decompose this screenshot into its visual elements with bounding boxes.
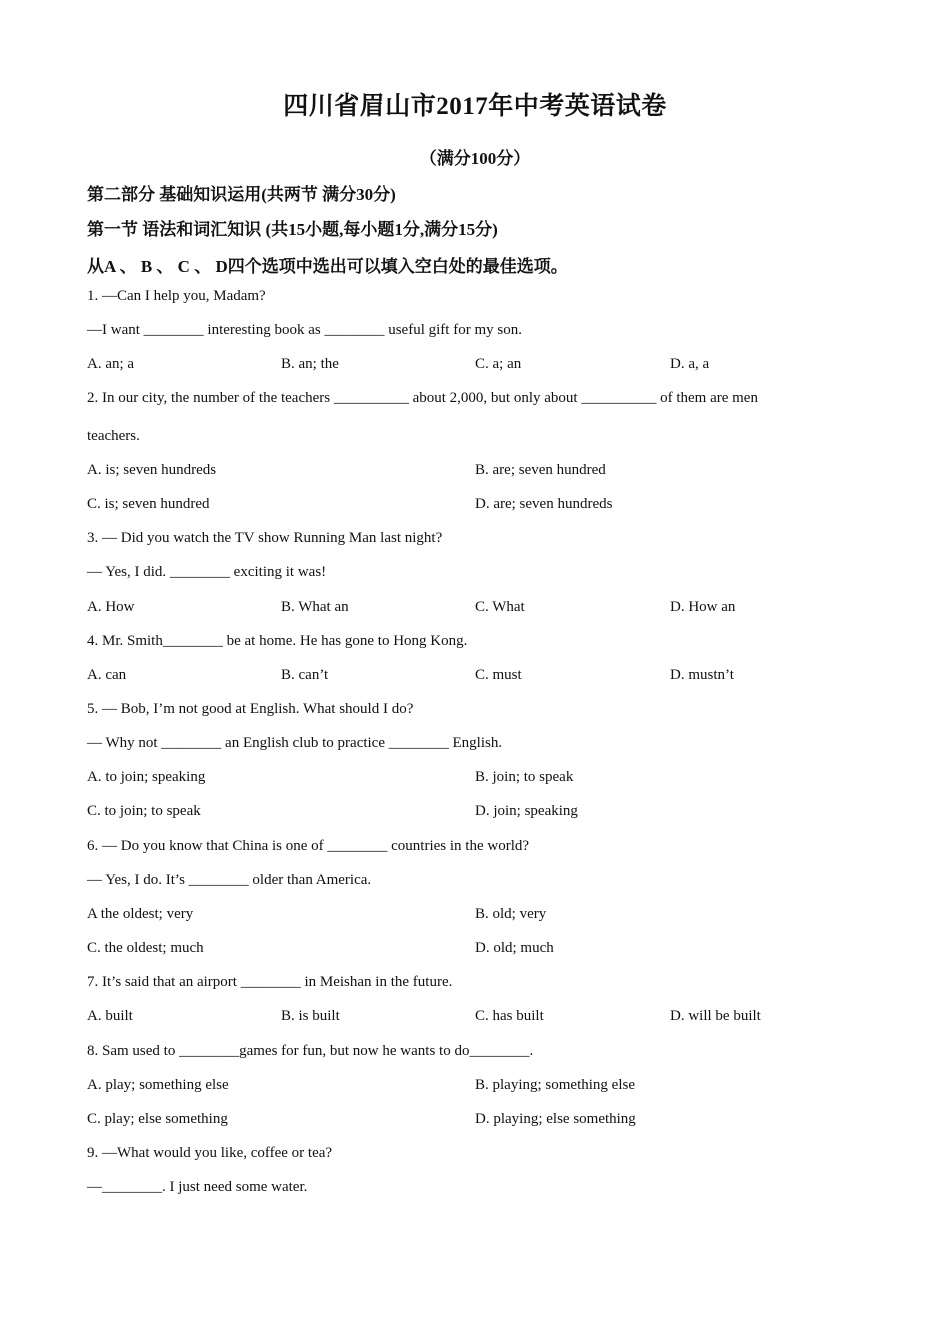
part-heading: 第二部分 基础知识运用(共两节 满分30分) xyxy=(87,185,396,204)
q1-option-d: D. a, a xyxy=(670,356,710,372)
q3-option-b: B. What an xyxy=(281,599,349,615)
q7-option-d: D. will be built xyxy=(670,1008,761,1024)
question-6-response: — Yes, I do. It’s ________ older than America. xyxy=(87,872,372,888)
section-heading: 第一节 语法和词汇知识 (共15小题,每小题1分,满分15分) xyxy=(87,220,498,239)
q5-option-b: B. join; to speak xyxy=(475,769,574,785)
q8-option-a: A. play; something else xyxy=(87,1077,229,1093)
question-3-response: — Yes, I did. ________ exciting it was! xyxy=(87,564,327,580)
question-2-stem: 2. In our city, the number of the teachers __________ about 2,000, but only about __________ of them are men xyxy=(87,390,758,406)
q6-option-a: A the oldest; very xyxy=(87,906,194,922)
q6-option-c: C. the oldest; much xyxy=(87,940,204,956)
instruction: 从A 、 B 、 C 、 D四个选项中选出可以填入空白处的最佳选项。 xyxy=(87,257,568,276)
q6-option-b: B. old; very xyxy=(475,906,547,922)
q3-option-c: C. What xyxy=(475,599,525,615)
q1-option-c: C. a; an xyxy=(475,356,522,372)
q8-option-c: C. play; else something xyxy=(87,1111,228,1127)
q2-option-c: C. is; seven hundred xyxy=(87,496,210,512)
q7-option-c: C. has built xyxy=(475,1008,544,1024)
question-9-stem: 9. —What would you like, coffee or tea? xyxy=(87,1145,333,1161)
exam-subtitle: （满分100分） xyxy=(419,149,531,168)
q5-option-c: C. to join; to speak xyxy=(87,803,201,819)
question-4-stem: 4. Mr. Smith________ be at home. He has gone to Hong Kong. xyxy=(87,633,468,649)
q6-option-d: D. old; much xyxy=(475,940,554,956)
exam-title: 四川省眉山市2017年中考英语试卷 xyxy=(283,93,667,120)
q1-option-a: A. an; a xyxy=(87,356,135,372)
question-9-response: —________. I just need some water. xyxy=(87,1179,308,1195)
q4-option-d: D. mustn’t xyxy=(670,667,734,683)
q4-option-b: B. can’t xyxy=(281,667,329,683)
question-5-response: — Why not ________ an English club to practice ________ English. xyxy=(87,735,503,751)
q5-option-d: D. join; speaking xyxy=(475,803,578,819)
q2-option-b: B. are; seven hundred xyxy=(475,462,606,478)
q7-option-a: A. built xyxy=(87,1008,133,1024)
question-3-stem: 3. — Did you watch the TV show Running Man last night? xyxy=(87,530,443,546)
q4-option-c: C. must xyxy=(475,667,522,683)
q1-option-b: B. an; the xyxy=(281,356,339,372)
question-7-stem: 7. It’s said that an airport ________ in Meishan in the future. xyxy=(87,974,453,990)
q8-option-b: B. playing; something else xyxy=(475,1077,635,1093)
q7-option-b: B. is built xyxy=(281,1008,340,1024)
q3-option-d: D. How an xyxy=(670,599,736,615)
q3-option-a: A. How xyxy=(87,599,135,615)
question-1-stem: 1. —Can I help you, Madam? xyxy=(87,288,266,304)
q2-option-a: A. is; seven hundreds xyxy=(87,462,217,478)
question-8-stem: 8. Sam used to ________games for fun, but now he wants to do________. xyxy=(87,1043,534,1059)
q5-option-a: A. to join; speaking xyxy=(87,769,206,785)
q4-option-a: A. can xyxy=(87,667,127,683)
question-6-stem: 6. — Do you know that China is one of ________ countries in the world? xyxy=(87,838,530,854)
q2-option-d: D. are; seven hundreds xyxy=(475,496,613,512)
question-5-stem: 5. — Bob, I’m not good at English. What should I do? xyxy=(87,701,414,717)
question-2-stem-cont: teachers. xyxy=(87,428,140,444)
question-1-response: —I want ________ interesting book as ________ useful gift for my son. xyxy=(87,322,522,338)
q8-option-d: D. playing; else something xyxy=(475,1111,636,1127)
